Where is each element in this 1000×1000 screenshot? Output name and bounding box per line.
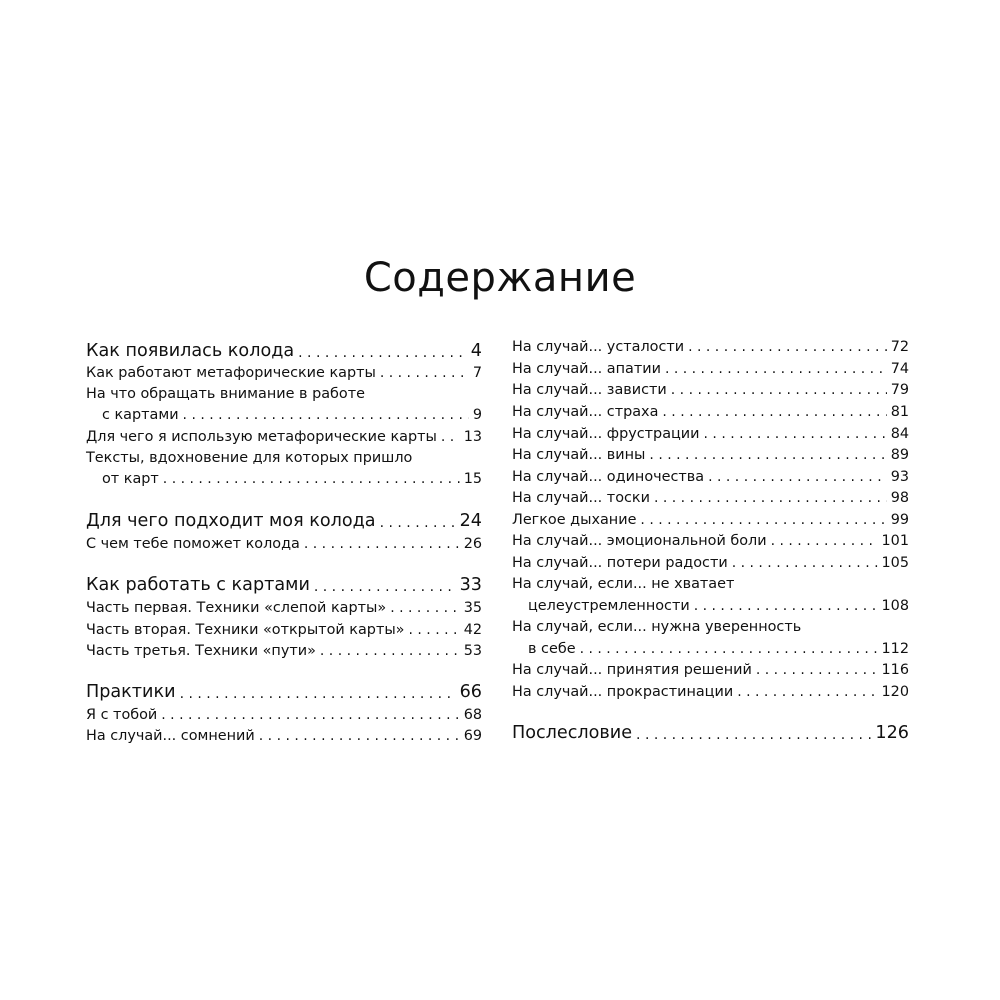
toc-page-number: 120 [881, 684, 909, 700]
toc-entry-label: На случай... зависти [512, 382, 667, 398]
dot-leader [771, 532, 878, 550]
toc-entry[interactable] [512, 636, 909, 658]
dot-leader [580, 640, 878, 658]
dot-leader [320, 642, 460, 660]
dot-leader [259, 727, 460, 745]
toc-entry[interactable] [512, 679, 909, 701]
toc-section-heading[interactable] [86, 572, 482, 596]
dot-leader [704, 425, 887, 443]
toc-entry[interactable] [86, 466, 482, 488]
toc-entry-label: Тексты, вдохновение для которых пришло [86, 450, 413, 466]
toc-page-number: 4 [470, 341, 482, 361]
toc-page-number: 112 [881, 641, 909, 657]
toc-entry-first-line[interactable] [86, 445, 482, 467]
toc-entry[interactable] [86, 702, 482, 724]
toc-entry[interactable] [86, 402, 482, 424]
toc-entry-label: На случай... эмоциональной боли [512, 533, 767, 549]
toc-entry[interactable] [512, 421, 909, 443]
toc-entry-label: На случай, если... нужна уверенность [512, 619, 802, 635]
toc-page-number: 105 [881, 555, 909, 571]
toc-page-number: 74 [890, 361, 909, 377]
toc-entry[interactable] [512, 507, 909, 529]
dot-leader [180, 685, 456, 703]
toc-page-number: 7 [472, 365, 482, 381]
toc-entry[interactable] [512, 442, 909, 464]
toc-page-number: 98 [890, 490, 909, 506]
dot-leader [665, 360, 887, 378]
toc-page-number: 33 [459, 575, 482, 595]
toc-entry-label: С чем тебе поможет колода [86, 536, 300, 552]
toc-entry-label: На случай... тоски [512, 490, 650, 506]
toc-entry-label: На случай... принятия решений [512, 662, 752, 678]
toc-entry[interactable] [86, 424, 482, 446]
toc-entry-label: На случай... одиночества [512, 469, 705, 485]
toc-page-number: 72 [890, 339, 909, 355]
toc-entry[interactable] [512, 334, 909, 356]
dot-leader [441, 428, 460, 446]
dot-leader [662, 403, 886, 421]
toc-entry[interactable] [86, 531, 482, 553]
toc-entry-label: Для чего я использую метафорические карты [86, 429, 437, 445]
toc-entry-label: На что обращать внимание в работе [86, 386, 365, 402]
toc-entry[interactable] [86, 595, 482, 617]
toc-entry[interactable] [86, 638, 482, 660]
toc-entry-label: в себе [528, 641, 576, 657]
toc-entry-label: На случай... фрустрации [512, 426, 700, 442]
toc-entry[interactable] [512, 399, 909, 421]
toc-entry-label: На случай... страха [512, 404, 659, 420]
toc-page-number: 99 [890, 512, 909, 528]
toc-entry-label: На случай... сомнений [86, 728, 255, 744]
toc-section-heading[interactable] [86, 679, 482, 703]
toc-entry[interactable] [512, 593, 909, 615]
dot-leader [671, 381, 887, 399]
dot-leader [304, 535, 460, 553]
toc-page-number: 9 [472, 407, 482, 423]
toc-entry-label: Часть первая. Техники «слепой карты» [86, 600, 387, 616]
toc-page-number: 89 [890, 447, 909, 463]
toc-entry[interactable] [86, 723, 482, 745]
dot-leader [390, 599, 460, 617]
toc-entry-label: На случай... прокрастинации [512, 684, 734, 700]
toc-entry-label: Послесловие [512, 723, 633, 743]
toc-entry-label: На случай, если... не хватает [512, 576, 735, 592]
toc-page-number: 66 [459, 682, 482, 702]
toc-entry-label: На случай... потери радости [512, 555, 728, 571]
dot-leader [380, 364, 469, 382]
toc-entry-label: Для чего подходит моя колода [86, 511, 376, 531]
dot-leader [756, 661, 878, 679]
toc-entry[interactable] [512, 485, 909, 507]
toc-page-number: 53 [463, 643, 482, 659]
dot-leader [636, 726, 871, 744]
toc-entry-label: Практики [86, 682, 176, 702]
dot-leader [380, 514, 456, 532]
toc-entry[interactable] [512, 356, 909, 378]
toc-page-number: 35 [463, 600, 482, 616]
toc-page-number: 108 [881, 598, 909, 614]
toc-page-number: 68 [463, 707, 482, 723]
toc-entry-label: от карт [102, 471, 159, 487]
toc-entry[interactable] [512, 657, 909, 679]
toc-entry-label: Часть вторая. Техники «открытой карты» [86, 622, 405, 638]
toc-entry-label: Часть третья. Техники «пути» [86, 643, 316, 659]
toc-entry-label: На случай... апатии [512, 361, 661, 377]
toc-section-heading[interactable] [512, 720, 909, 744]
toc-page-number: 84 [890, 426, 909, 442]
toc-entry[interactable] [86, 617, 482, 639]
toc-entry-label: с картами [102, 407, 179, 423]
toc-page-number: 126 [875, 723, 909, 743]
toc-page-number: 69 [463, 728, 482, 744]
dot-leader [183, 406, 469, 424]
toc-entry-label: Как появилась колода [86, 341, 295, 361]
toc-page-number: 13 [463, 429, 482, 445]
toc-entry-first-line[interactable] [86, 381, 482, 403]
dot-leader [737, 683, 877, 701]
dot-leader [688, 338, 887, 356]
toc-page-number: 42 [463, 622, 482, 638]
toc-page-number: 81 [890, 404, 909, 420]
dot-leader [732, 554, 878, 572]
toc-section-heading[interactable] [86, 338, 482, 362]
toc-entry-label: На случай... вины [512, 447, 646, 463]
toc-entry-label: Как работать с картами [86, 575, 310, 595]
toc-entry-label: целеустремленности [528, 598, 690, 614]
dot-leader [708, 468, 887, 486]
toc-entry[interactable] [512, 528, 909, 550]
toc-entry-first-line[interactable] [512, 571, 909, 593]
dot-leader [640, 511, 886, 529]
page-title: Содержание [363, 255, 637, 301]
toc-page-number: 101 [881, 533, 909, 549]
dot-leader [314, 578, 456, 596]
dot-leader [694, 597, 878, 615]
toc-section-heading[interactable] [86, 508, 482, 532]
toc-page-number: 26 [463, 536, 482, 552]
dot-leader [409, 621, 460, 639]
toc-entry[interactable] [512, 550, 909, 572]
toc-page-number: 116 [881, 662, 909, 678]
toc-page-number: 93 [890, 469, 909, 485]
toc-page-number: 15 [463, 471, 482, 487]
toc-entry-label: Как работают метафорические карты [86, 365, 376, 381]
toc-entry-label: Я с тобой [86, 707, 158, 723]
toc-entry-label: На случай... усталости [512, 339, 685, 355]
toc-entry-label: Легкое дыхание [512, 512, 637, 528]
dot-leader [161, 706, 459, 724]
toc-entry[interactable] [512, 377, 909, 399]
dot-leader [654, 489, 887, 507]
toc-page-number: 24 [459, 511, 482, 531]
toc-page-number: 79 [890, 382, 909, 398]
toc-entry-first-line[interactable] [512, 614, 909, 636]
dot-leader [163, 470, 460, 488]
dot-leader [649, 446, 886, 464]
toc-entry[interactable] [86, 360, 482, 382]
toc-entry[interactable] [512, 464, 909, 486]
